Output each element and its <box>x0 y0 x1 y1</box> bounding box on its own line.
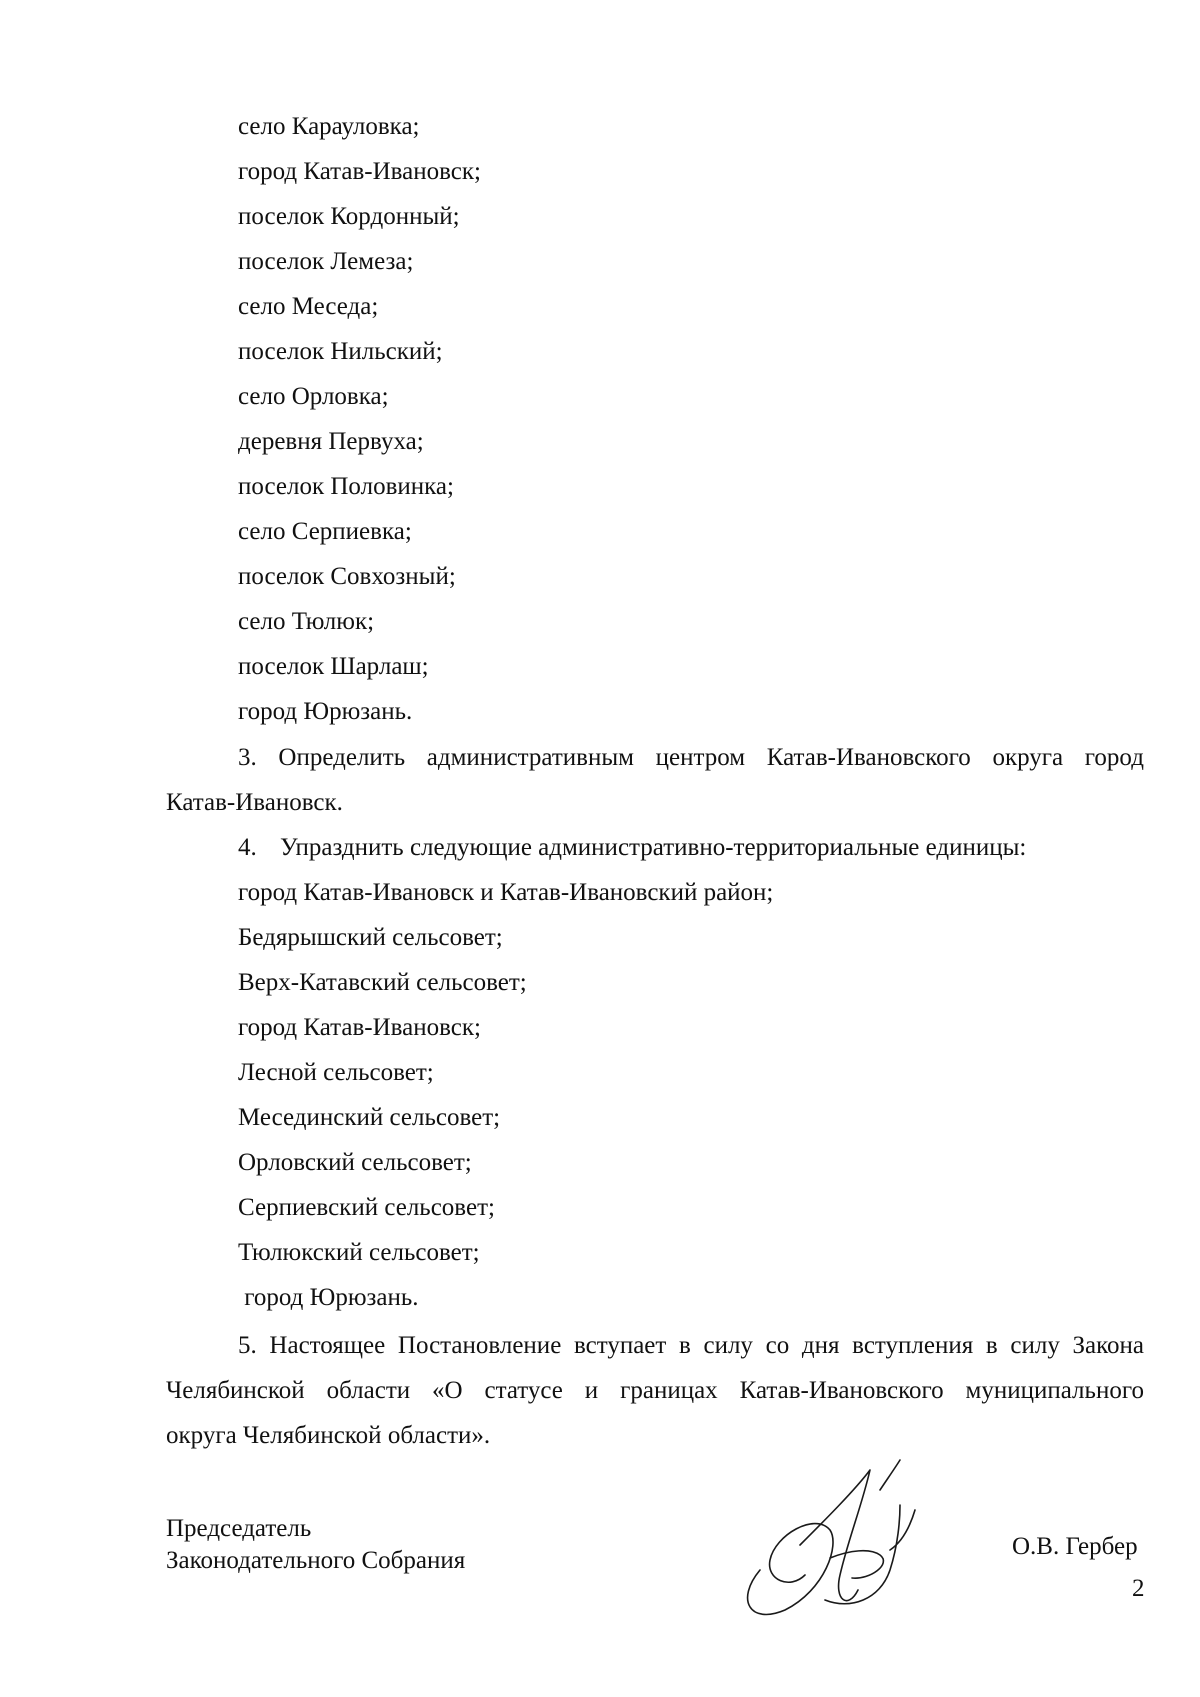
item-5-word: границах <box>620 1377 718 1404</box>
item-5-word: Катав-Ивановского <box>739 1377 944 1404</box>
signatory-title <box>166 1513 465 1577</box>
item-3-word: город <box>1084 744 1144 771</box>
signatory-title-line-2: Законодательного Собрания <box>166 1547 466 1574</box>
unit-line: город Юрюзань. <box>238 1284 419 1311</box>
signatory-title-line-1: Председатель <box>166 1515 312 1542</box>
unit-line: Орловский сельсовет; <box>238 1149 472 1176</box>
unit-line: город Катав-Ивановск и Катав-Ивановский район; <box>238 879 774 906</box>
settlement-line: город Юрюзань. <box>238 698 413 725</box>
item-3-word: Определить <box>278 744 406 771</box>
item-5-word: Постановление <box>397 1332 562 1359</box>
unit-line: Тюлюкский сельсовет; <box>238 1239 480 1266</box>
item-5-word: вступает <box>573 1332 667 1359</box>
item-5-word: силу <box>703 1332 753 1359</box>
settlement-line: поселок Нильский; <box>238 338 443 365</box>
settlement-line: город Катав-Ивановск; <box>238 158 481 185</box>
item-5-line-1 <box>238 1331 1144 1361</box>
unit-line: Лесной сельсовет; <box>238 1059 434 1086</box>
settlement-line: село Карауловка; <box>238 113 420 140</box>
item-5-word: со <box>765 1332 790 1359</box>
item-5-word: дня <box>801 1332 840 1359</box>
item-5-word: Челябинской <box>166 1377 305 1404</box>
unit-line: город Катав-Ивановск; <box>238 1014 481 1041</box>
item-5-word: Закона <box>1072 1332 1144 1359</box>
item-5-word: силу <box>1010 1332 1060 1359</box>
settlement-line: село Серпиевка; <box>238 518 412 545</box>
item-5-word: вступления <box>852 1332 974 1359</box>
unit-line: Бедярышский сельсовет; <box>238 924 503 951</box>
item-5-word: области <box>326 1377 411 1404</box>
settlement-line: поселок Половинка; <box>238 473 454 500</box>
item-3-line-2: Катав-Ивановск. <box>166 789 343 816</box>
settlement-line: поселок Лемеза; <box>238 248 414 275</box>
settlement-line: деревня Первуха; <box>238 428 424 455</box>
item-3-line-1 <box>238 743 1144 773</box>
item-5-line-2 <box>166 1376 1144 1406</box>
unit-line: Серпиевский сельсовет; <box>238 1194 495 1221</box>
item-4-number: 4. <box>238 834 257 861</box>
item-3-word: центром <box>655 744 746 771</box>
item-4-heading: Упразднить следующие административно-территориальные единицы: <box>280 834 1027 861</box>
settlement-line: село Меседа; <box>238 293 379 320</box>
item-4-heading-line <box>238 833 1026 863</box>
item-5-word: «О <box>432 1377 463 1404</box>
handwritten-signature <box>730 1450 960 1630</box>
item-5-number: 5. <box>238 1332 257 1359</box>
item-5-word: в <box>679 1332 691 1359</box>
unit-line: Верх-Катавский сельсовет; <box>238 969 527 996</box>
settlement-line: село Тюлюк; <box>238 608 375 635</box>
item-5-word: статусе <box>484 1377 563 1404</box>
item-5-line-3: округа Челябинской области». <box>166 1422 491 1449</box>
settlement-line: поселок Совхозный; <box>238 563 456 590</box>
item-5-word: Настоящее <box>269 1332 386 1359</box>
settlement-line: поселок Шарлаш; <box>238 653 429 680</box>
item-5-word: и <box>584 1377 599 1404</box>
item-5-word: муниципального <box>965 1377 1144 1404</box>
signer-name: О.В. Гербер <box>1012 1533 1138 1560</box>
settlement-line: село Орловка; <box>238 383 389 410</box>
unit-line: Месединский сельсовет; <box>238 1104 501 1131</box>
item-3-word: административным <box>426 744 634 771</box>
item-3-word: округа <box>992 744 1064 771</box>
item-5-word: в <box>985 1332 998 1359</box>
page-number: 2 <box>1132 1575 1145 1602</box>
item-3-word: Катав-Ивановского <box>766 744 971 771</box>
settlement-line: поселок Кордонный; <box>238 203 460 230</box>
item-3-number: 3. <box>238 744 257 771</box>
